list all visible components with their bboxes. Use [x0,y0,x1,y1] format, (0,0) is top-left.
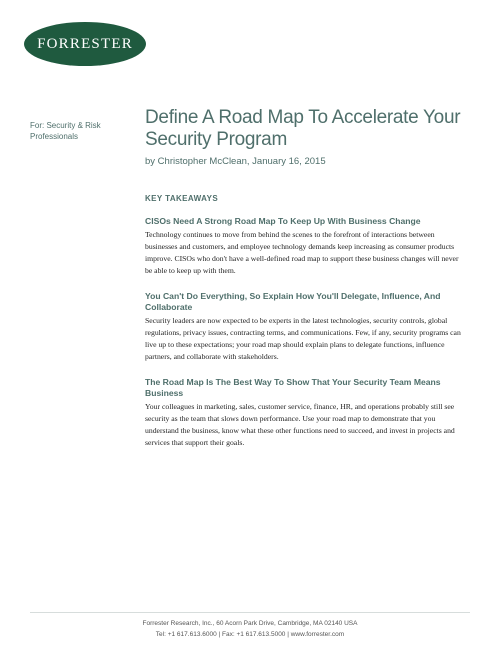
footer-contact: Tel: +1 617.613.6000 | Fax: +1 617.613.5000 | www.forrester.com [155,631,345,638]
forrester-logo [24,22,146,66]
report-byline: by Christopher McClean, January 16, 2015 [145,156,326,167]
audience-label: For: Security & Risk Professionals [30,121,101,141]
logo-text: FORRESTER [37,36,133,52]
footer-address: Forrester Research, Inc., 60 Acorn Park Drive, Cambridge, MA 02140 USA [142,620,358,627]
takeaway-body: Technology continues to move from behind the scenes to the forefront of interactions between businesses and customers, and employee technology demands keep increasing as consumer products improve. CISOs who don't have a well-defined road map to support these business changes will never be able to keep up with them. [145,230,459,276]
footer [0,618,500,640]
takeaway-heading: CISOs Need A Strong Road Map To Keep Up With Business Change [145,216,421,226]
takeaway-section [145,377,465,449]
report-title: Define A Road Map To Accelerate Your Security Program [145,107,461,150]
takeaway-body: Security leaders are now expected to be experts in the latest technologies, security controls, global regulations, privacy issues, contracting terms, and communications. Few, if any, security programs can live up to these expectations; your road map should explain plans to delegate functions, influence partners, and collaborate with stakeholders. [145,316,461,362]
takeaway-heading: The Road Map Is The Best Way To Show That Your Security Team Means Business [145,377,441,398]
takeaway-heading: You Can't Do Everything, So Explain How You'll Delegate, Influence, And Collaborate [145,291,441,312]
takeaway-section [145,216,465,277]
key-takeaways-heading: KEY TAKEAWAYS [145,194,219,203]
takeaway-section [145,291,465,363]
takeaway-body: Your colleagues in marketing, sales, customer service, finance, HR, and operations probably still see security as the team that slows down performance. Use your road map to demonstrate that you understand the business, know what these other functions need to succeed, and invest in projects and services that support their goals. [145,402,455,448]
footer-divider [30,612,470,613]
